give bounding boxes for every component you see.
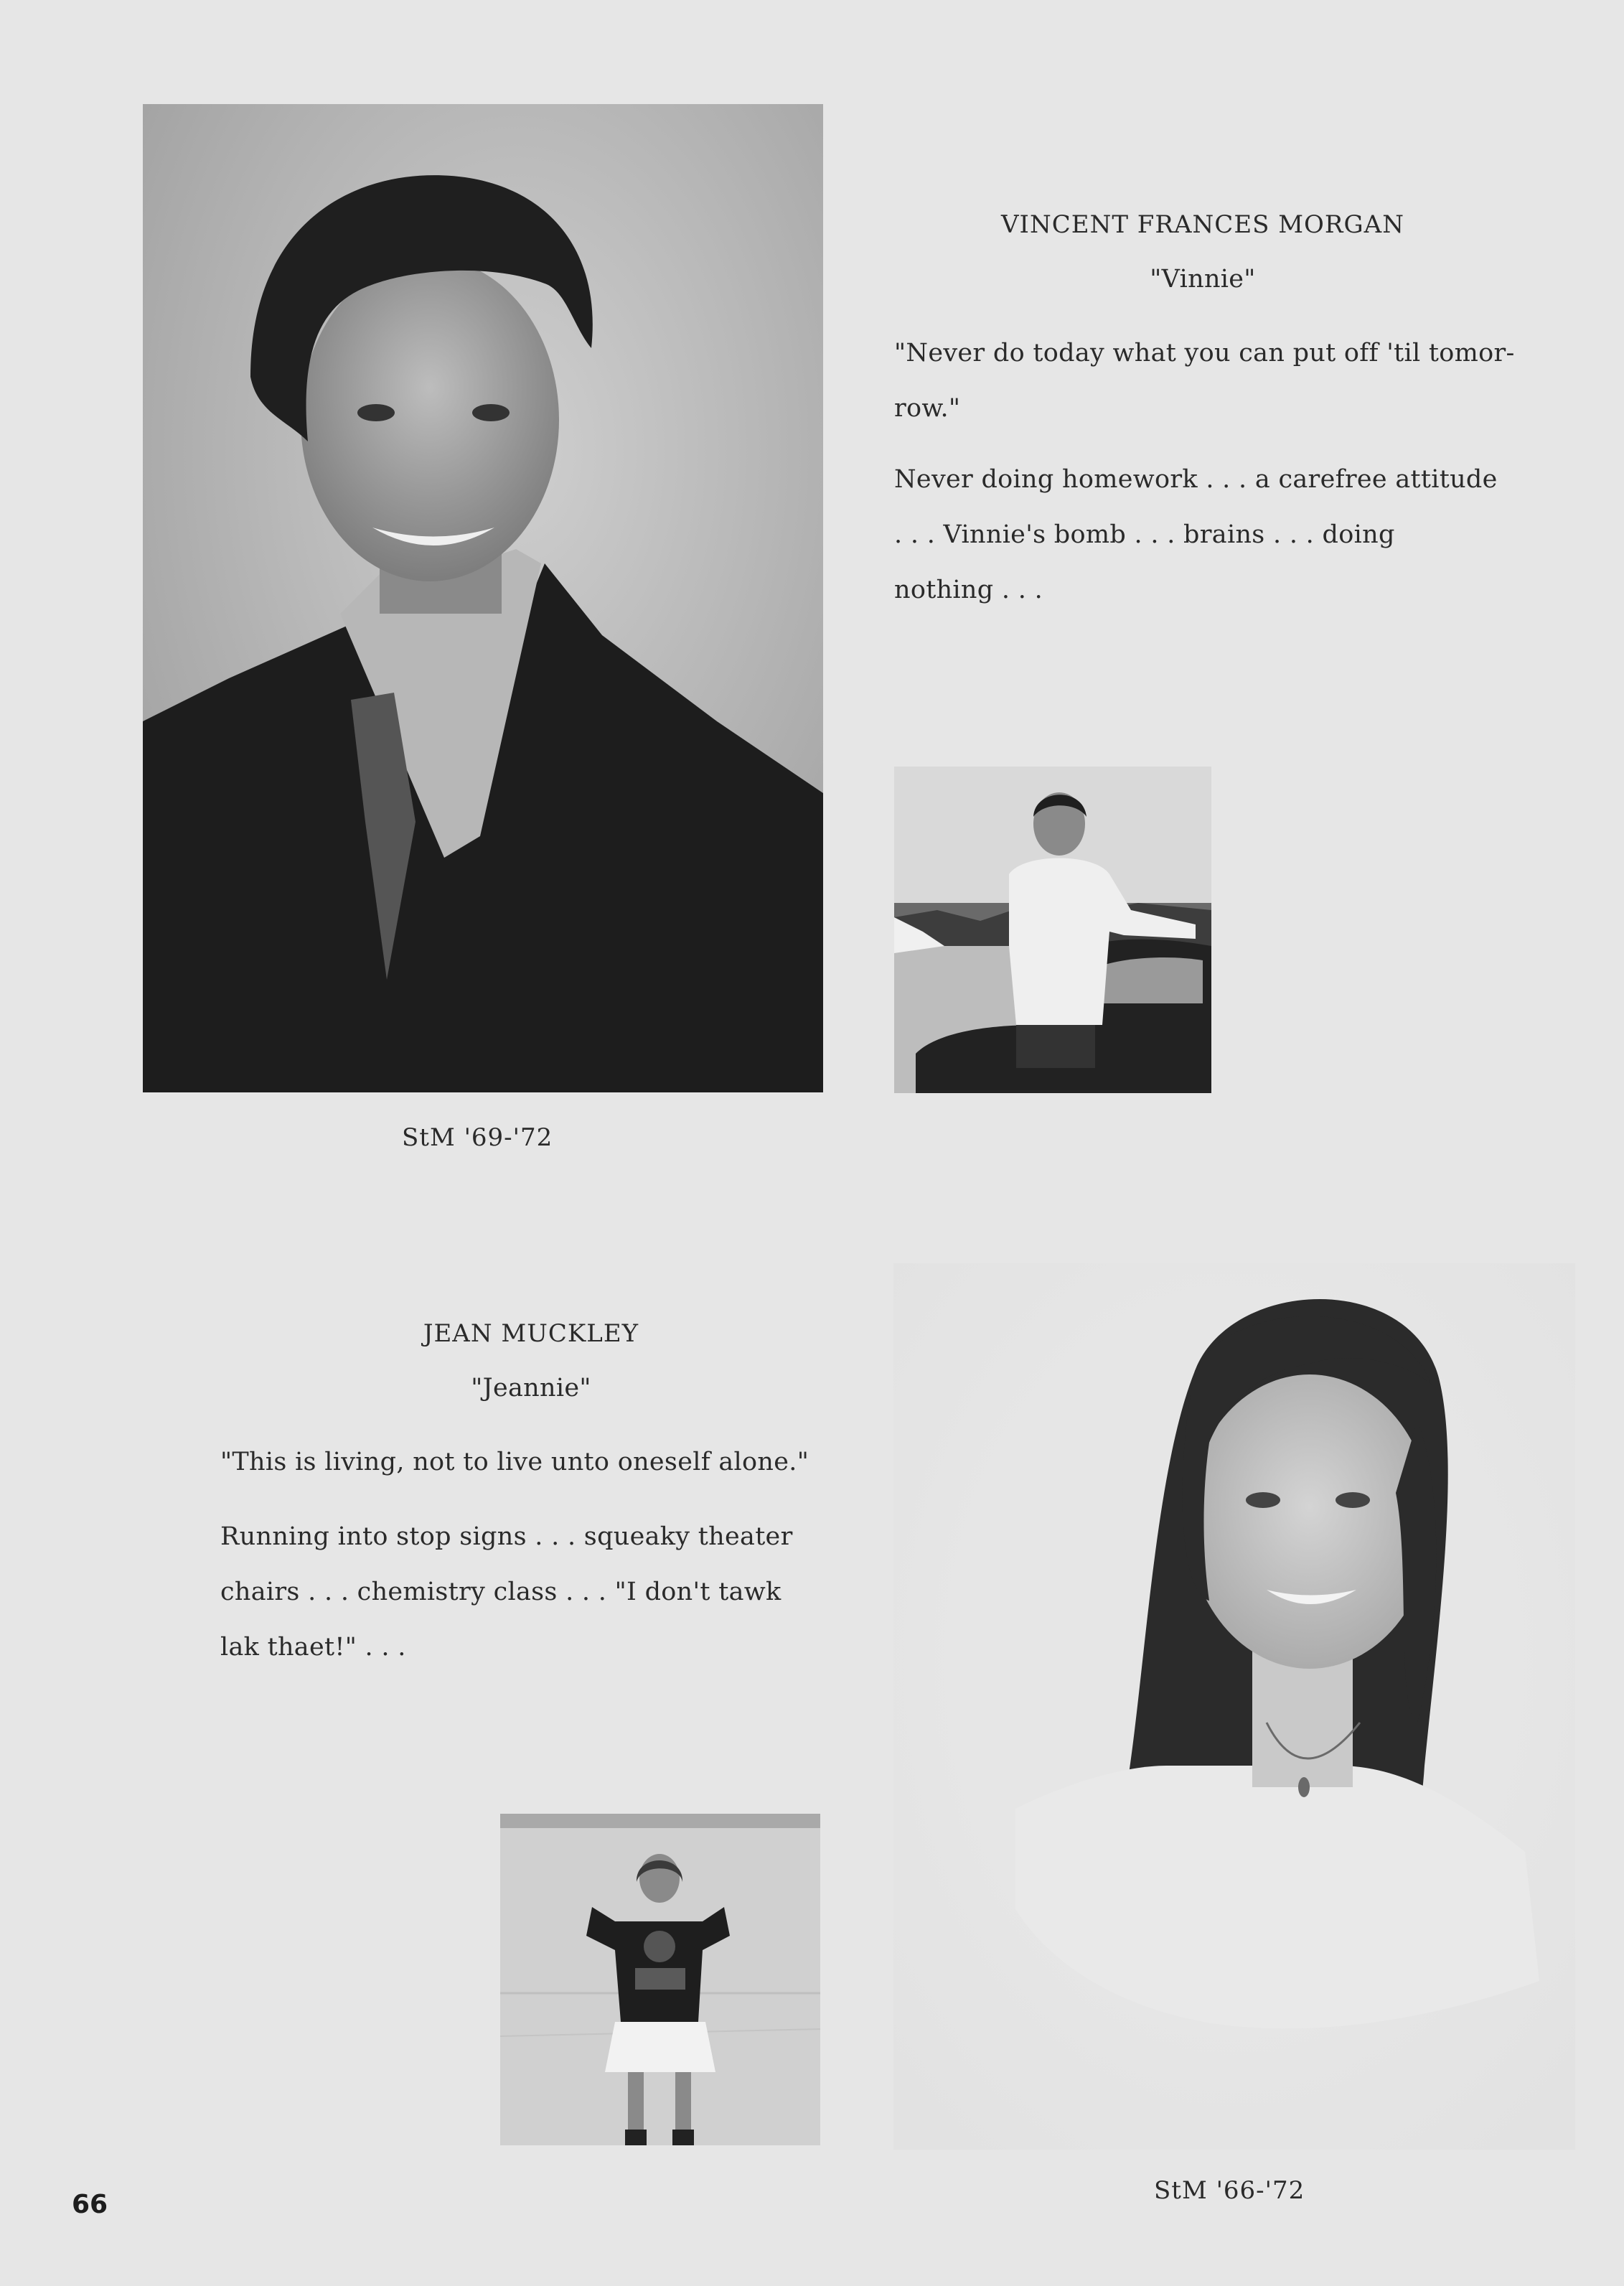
- quote-vincent: [894, 326, 1540, 436]
- candid-photo-jean: [500, 1814, 820, 2145]
- memories-line: lak thaet!" . . .: [220, 1633, 406, 1662]
- candid-photo-vincent: [894, 767, 1211, 1093]
- portrait-vincent-morgan: [143, 104, 823, 1092]
- memories-line: Running into stop signs . . . squeaky theater: [220, 1522, 793, 1551]
- years-jean: StM '66-'72: [1154, 2176, 1305, 2205]
- quote-line: row.": [894, 394, 961, 423]
- quote-line: "Never do today what you can put off 'til tomor-: [894, 339, 1515, 367]
- portrait-jean-muckley: [893, 1263, 1575, 2150]
- nickname-vincent: "Vinnie": [1150, 265, 1256, 294]
- page-number: 66: [72, 2190, 108, 2219]
- quote-jean: "This is living, not to live unto oneself alone.": [220, 1448, 809, 1476]
- memories-line: Never doing homework . . . a carefree attitude: [894, 465, 1498, 494]
- memories-line: . . . Vinnie's bomb . . . brains . . . doing: [894, 520, 1395, 549]
- memories-jean: [220, 1509, 866, 1675]
- memories-line: chairs . . . chemistry class . . . "I don't tawk: [220, 1578, 782, 1606]
- student-name-jean: JEAN MUCKLEY: [423, 1319, 639, 1348]
- nickname-jean: "Jeannie": [471, 1374, 591, 1402]
- years-vincent: StM '69-'72: [402, 1123, 553, 1152]
- memories-vincent: [894, 452, 1540, 618]
- memories-line: nothing . . .: [894, 576, 1043, 604]
- student-name-vincent: VINCENT FRANCES MORGAN: [1001, 210, 1404, 239]
